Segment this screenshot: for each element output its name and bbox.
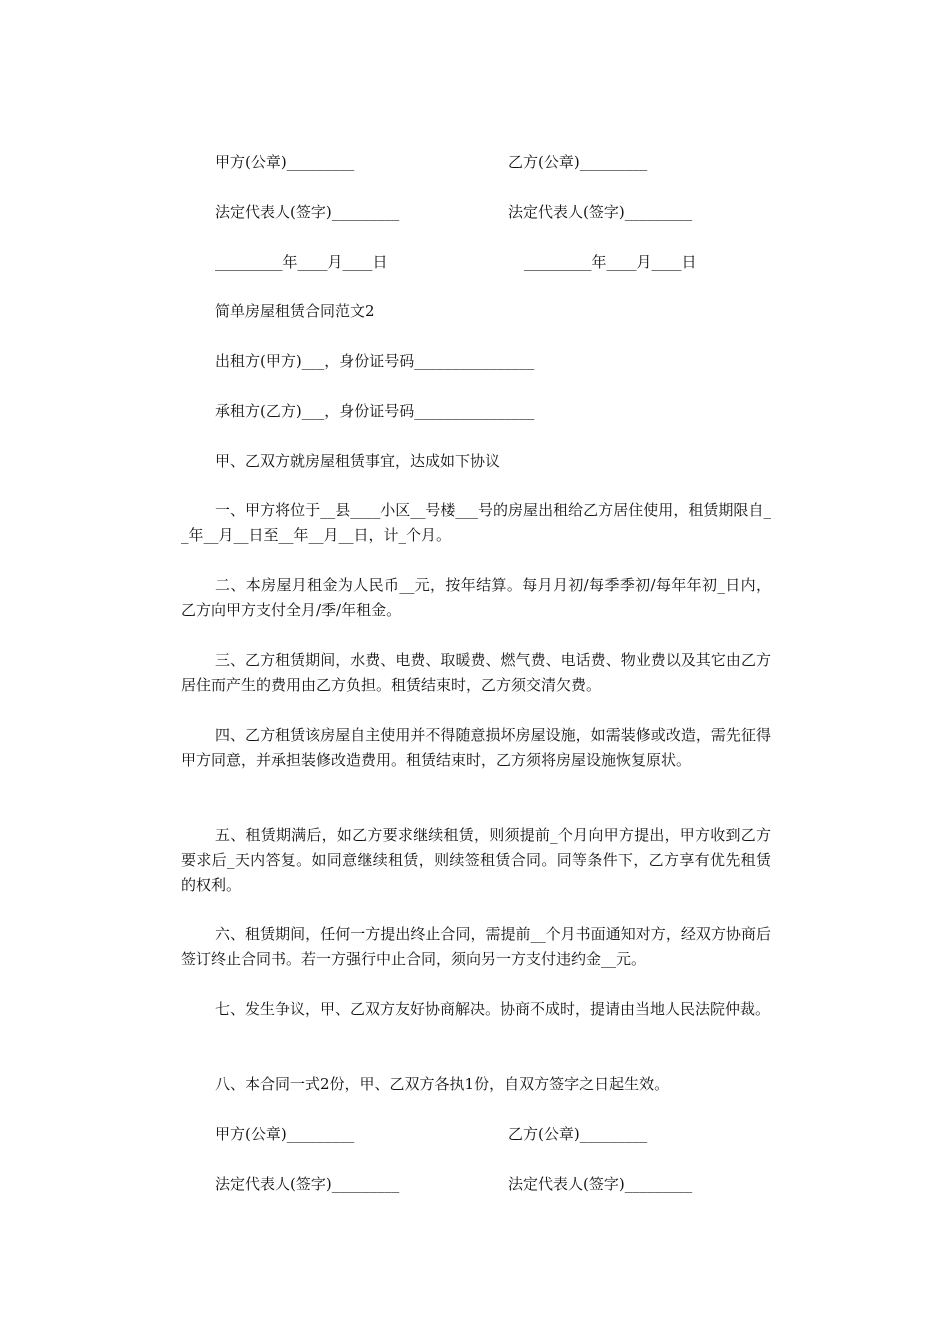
party-a-rep-line-bottom: 法定代表人(签字)_________ xyxy=(215,1175,400,1193)
party-b-date-line: _________年____月____日 xyxy=(524,253,697,271)
clause-5: 五、租赁期满后，如乙方要求继续租赁，则须提前_个月向甲方提出，甲方收到乙方要求后_天内答复。如同意继续租赁，则续签租赁合同。同等条件下，乙方享有优先租赁的权利。 xyxy=(181,826,771,894)
party-b-rep-line-bottom: 法定代表人(签字)_________ xyxy=(508,1175,693,1193)
party-b-seal-line: 乙方(公章)_________ xyxy=(508,153,648,171)
party-b-seal-line-bottom: 乙方(公章)_________ xyxy=(508,1125,648,1143)
party-a-date-line: _________年____月____日 xyxy=(215,253,388,271)
party-a-seal-line: 甲方(公章)_________ xyxy=(215,153,355,171)
clause-6: 六、租赁期间，任何一方提出终止合同，需提前__个月书面通知对方，经双方协商后签订终止合同书。若一方强行中止合同，须向另一方支付违约金__元。 xyxy=(181,925,771,968)
clause-3: 三、乙方租赁期间，水费、电费、取暖费、燃气费、电话费、物业费以及其它由乙方居住而产生的费用由乙方负担。租赁结束时，乙方须交清欠费。 xyxy=(181,651,771,694)
party-a-seal-line-bottom: 甲方(公章)_________ xyxy=(215,1125,355,1143)
clause-7: 七、发生争议，甲、乙双方友好协商解决。协商不成时，提请由当地人民法院仲裁。 xyxy=(215,1000,771,1018)
party-b-rep-line: 法定代表人(签字)_________ xyxy=(508,203,693,221)
clause-8: 八、本合同一式2份，甲、乙双方各执1份，自双方签字之日起生效。 xyxy=(215,1075,670,1093)
clause-2: 二、本房屋月租金为人民币__元，按年结算。每月月初/每季季初/每年年初_日内，乙方向甲方支付全月/季/年租金。 xyxy=(181,576,771,619)
clause-4: 四、乙方租赁该房屋自主使用并不得随意损坏房屋设施，如需装修或改造，需先征得甲方同意，并承担装修改造费用。租赁结束时，乙方须将房屋设施恢复原状。 xyxy=(181,726,771,769)
intro-line: 甲、乙双方就房屋租赁事宜，达成如下协议 xyxy=(215,452,501,470)
lessor-line: 出租方(甲方)___，身份证号码________________ xyxy=(215,352,535,370)
party-a-rep-line: 法定代表人(签字)_________ xyxy=(215,203,400,221)
lessee-line: 承租方(乙方)___，身份证号码________________ xyxy=(215,402,535,420)
document-title: 简单房屋租赁合同范文2 xyxy=(215,302,375,320)
clause-1: 一、甲方将位于__县____小区__号楼___号的房屋出租给乙方居住使用，租赁期限自__年__月__日至__年__月__日，计_个月。 xyxy=(181,501,771,544)
